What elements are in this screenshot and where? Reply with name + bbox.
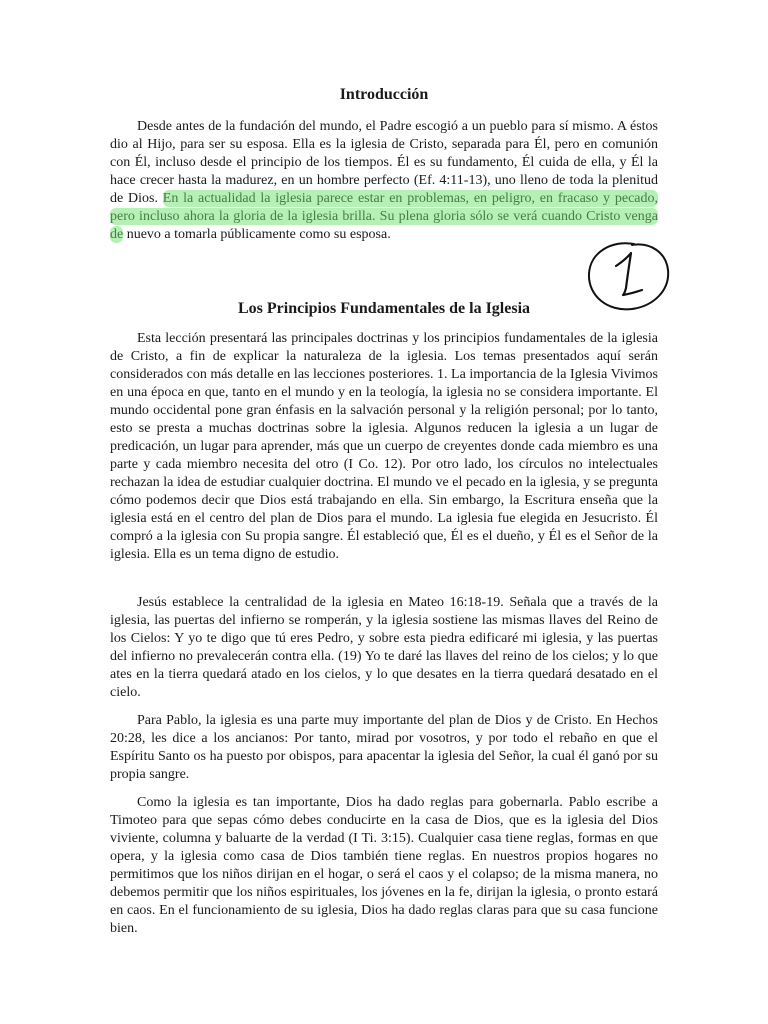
handwritten-mark-text: 1 [582,236,583,237]
highlighted-passage: En la actualidad la iglesia parece estar en problemas, en peligro, en fracaso y pecado, pero incluso ahora la gloria de la iglesia brilla. Su plena gloria sólo se verá cuando Cristo venga de [110,191,658,242]
intro-text-a: Desde antes de la fundación del mundo, el Padre escogió a un pueblo para sí mismo. A éstos dio al Hijo, para ser su esposa. Ella es la iglesia de Cristo, separada para Él, pero en comunión con Él, incluso desde el principio de los tiempos. Él es su fundamento, Él cuida de ella, y Él la hace crecer hasta la madurez, en un hombre perfecto (Ef. 4:11-13), uno lleno de toda la plenitud de Dios. [110,119,658,206]
intro-heading: Introducción [339,86,429,103]
body-paragraph-2: Jesús establece la centralidad de la iglesia en Mateo 16:18-19. Señala que a través de la iglesia, las puertas del infierno se romperán, y la iglesia sostiene las mismas llaves del Reino de los Cielos: Y yo te digo que tú eres Pedro, y sobre esta piedra edificaré mi iglesia, y las puertas del infierno no prevalecerán contra ella. (19) Yo te daré las llaves del reino de los cielos; y lo que ates en la tierra quedará atado en los cielos, y lo que desates en la tierra quedará desatado en el cielo. [110,595,658,700]
intro-text-b: nuevo a tomarla públicamente como su esposa. [123,227,391,242]
section-heading: Los Principios Fundamentales de la Iglesia [237,300,531,317]
body-paragraph-3: Para Pablo, la iglesia es una parte muy importante del plan de Dios y de Cristo. En Hechos 20:28, les dice a los ancianos: Por tanto, mirad por vosotros, y por todo el rebaño en que el Espíritu Santo os ha puesto por obispos, para apacentar la iglesia del Señor, la cual él ganó por su propia sangre. [110,713,658,782]
intro-paragraph [110,118,658,244]
body-paragraph-1: Esta lección presentará las principales doctrinas y los principios fundamentales de la iglesia de Cristo, a fin de explicar la naturaleza de la iglesia. Los temas presentados aquí serán considerados con más detalle en las lecciones posteriores. 1. La importancia de la Iglesia Vivimos en una época en que, tanto en el mundo y en la teología, la iglesia no se considera importante. El mundo occidental pone gran énfasis en la salvación personal y la religión personal; por lo tanto, esto se presta a muchas doctrinas sobre la iglesia. Algunos reducen la iglesia a un lugar de predicación, un lugar para aprender, más que un cuerpo de creyentes donde cada miembro es una parte y cada miembro necesita del otro (I Co. 12). Por otro lado, los círculos no intelectuales rechazan la idea de estudiar cualquier doctrina. El mundo ve el pecado en la iglesia, y se pregunta cómo podemos decir que Dios está trabajando en ella. Sin embargo, la Escritura enseña que la iglesia está en el centro del plan de Dios para el mundo. La iglesia fue elegida en Jesucristo. Él compró a la iglesia con Su propia sangre. Él estableció que, Él es el dueño, y Él es el Señor de la iglesia. Ella es un tema digno de estudio. [110,331,658,562]
body-paragraph-4: Como la iglesia es tan importante, Dios ha dado reglas para gobernarla. Pablo escribe a Timoteo para que sepas cómo debes conducirte en la casa de Dios, que es la iglesia del Dios viviente, columna y baluarte de la verdad (I Ti. 3:15). Cualquier casa tiene reglas, formas en que opera, y la iglesia como casa de Dios también tiene reglas. En nuestros propios hogares no permitimos que los niños dirijan en el hogar, o será el caos y el colapso; de la misma manera, no debemos permitir que los niños espirituales, los jóvenes en la fe, dirijan la iglesia, o pronto estará en caos. En el funcionamiento de su iglesia, Dios ha dado reglas claras para que su casa funcione bien. [110,795,658,936]
